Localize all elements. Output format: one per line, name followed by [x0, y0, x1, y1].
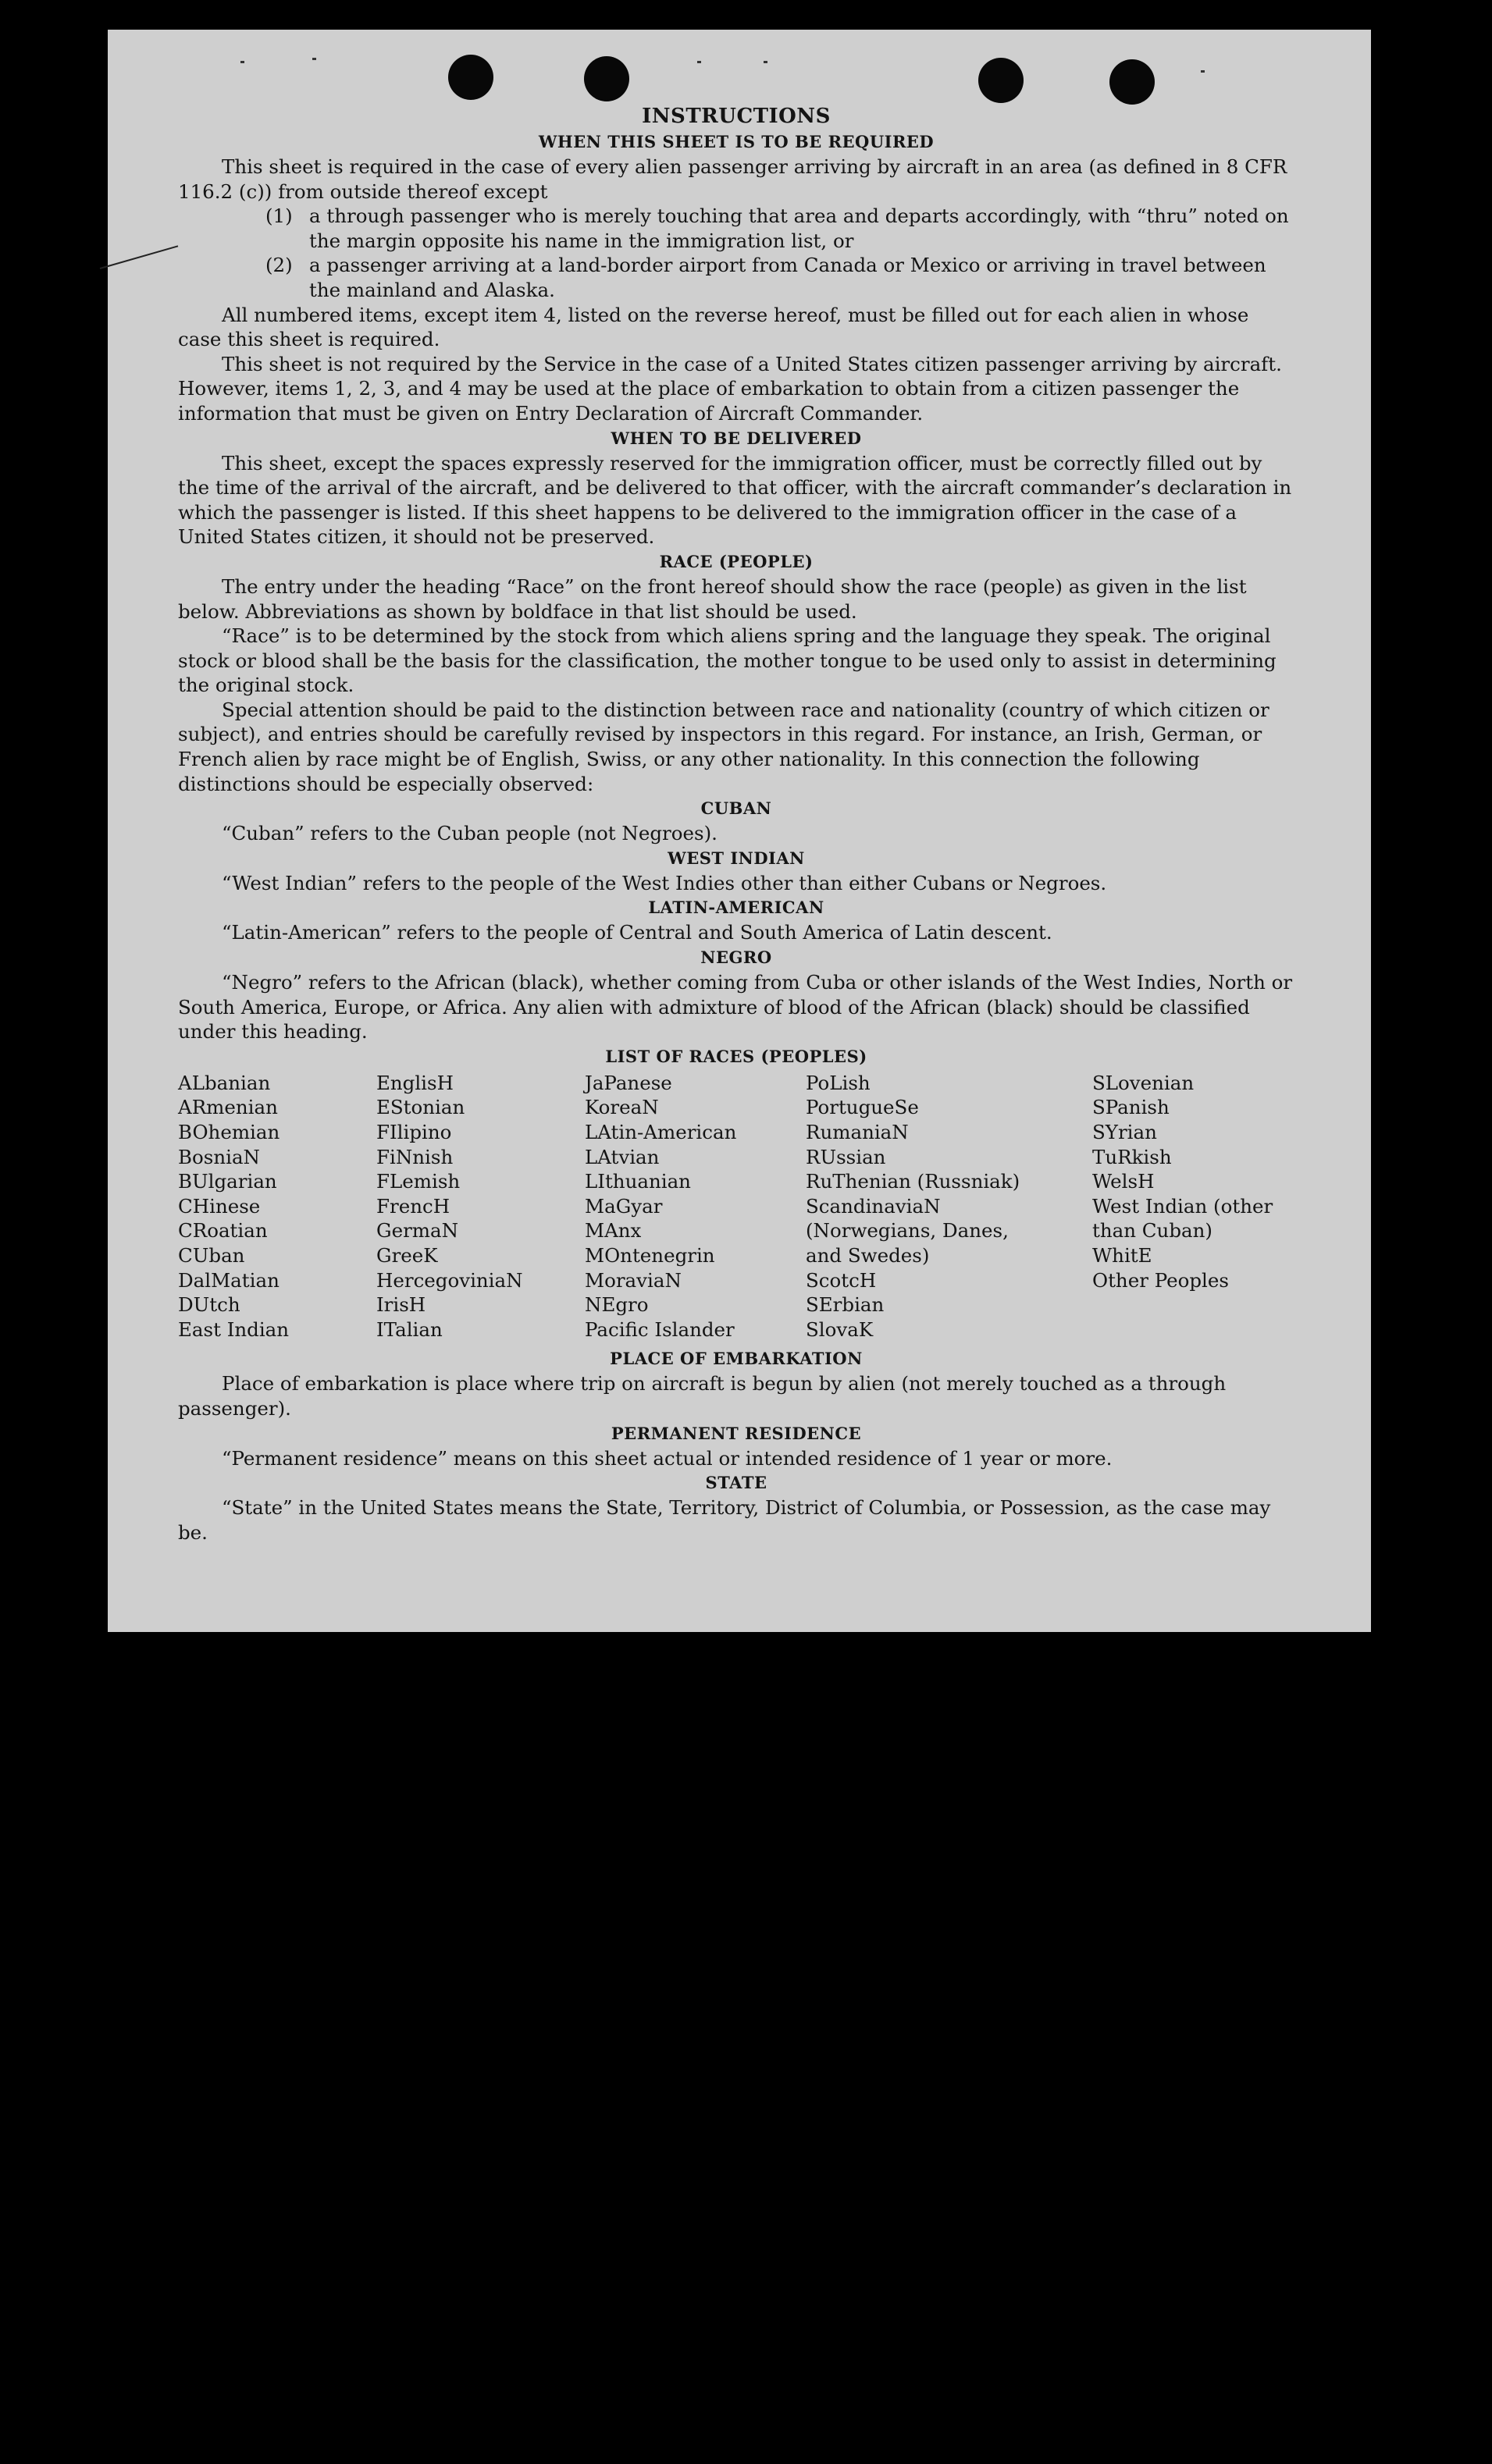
race-entry: SPanish [1092, 1096, 1170, 1119]
speck [1201, 70, 1205, 73]
race-entry: GreeK [376, 1243, 438, 1267]
paragraph: Special attention should be paid to the distinction between race and nationality (country of which citizen or subject), and entries should be carefully revised by inspectors in this regard. For instance, an Irish, German, or French alien by race might be of English, Swiss, or any other nationality. In this connection the following distinctions should be especially observed: [178, 698, 1269, 795]
race-list [178, 1071, 1294, 1342]
paragraph: The entry under the heading “Race” on the front hereof should show the race (people) as given in the list below. Abbreviations as shown by boldface in that list should be used. [178, 574, 1247, 623]
section-heading-cuban: CUBAN [700, 798, 772, 819]
race-entry: RUssian [806, 1145, 886, 1168]
race-entry: GermaN [376, 1219, 459, 1243]
race-entry: MaGyar [585, 1194, 663, 1218]
race-entry: BOhemian [178, 1121, 280, 1143]
race-entry: FrencH [376, 1194, 450, 1218]
punch-hole [448, 55, 493, 100]
race-entry: Other Peoples [1092, 1268, 1229, 1292]
numbered-item [178, 204, 1294, 253]
race-entry: DUtch [178, 1293, 240, 1317]
race-entry: BUlgarian [178, 1170, 277, 1193]
race-entry: MoraviaN [585, 1268, 682, 1292]
race-entry: WhitE [1092, 1243, 1152, 1267]
race-entry: MOntenegrin [585, 1243, 715, 1267]
race-entry: ScandinaviaN (Norwegians, Danes, and Swedes) [806, 1194, 1009, 1267]
race-entry: SYrian [1092, 1121, 1157, 1143]
item-number: (2) [265, 254, 293, 277]
race-column [806, 1071, 1092, 1342]
definition: “Negro” refers to the African (black), whether coming from Cuba or other islands of the West Indies, North or South America, Europe, or Africa. Any alien with admixture of blood of the African (black) should be classified under this heading. [178, 971, 1293, 1044]
section-heading-embarkation: PLACE OF EMBARKATION [610, 1349, 863, 1369]
item-text: a through passenger who is merely touching that area and departs accordingly, with “thru” noted on the margin opposite his name in the immigration list, or [309, 204, 1289, 252]
race-entry: JaPanese [585, 1071, 672, 1094]
race-entry: CRoatian [178, 1219, 268, 1243]
race-entry: DalMatian [178, 1268, 280, 1292]
punch-hole [1109, 59, 1155, 105]
race-entry: FIlipino [376, 1121, 452, 1143]
paragraph: “Permanent residence” means on this sheet actual or intended residence of 1 year or more. [222, 1446, 1113, 1470]
paragraph: This sheet is not required by the Service in the case of a United States citizen passenger arriving by aircraft. However, items 1, 2, 3, and 4 may be used at the place of embarkation to obtain from a citizen passenger the information that must be given on Entry Declaration of Aircraft Commander. [178, 352, 1282, 425]
section-heading-state: STATE [705, 1473, 767, 1493]
race-column [1092, 1071, 1294, 1342]
punch-hole [584, 56, 629, 101]
race-entry: IrisH [376, 1293, 426, 1317]
section-heading-race: RACE (PEOPLE) [659, 551, 814, 571]
race-entry: WelsH [1092, 1170, 1155, 1193]
race-entry: PoLish [806, 1071, 871, 1094]
race-entry: HercegoviniaN [376, 1268, 523, 1292]
race-entry: BosniaN [178, 1145, 260, 1168]
race-entry: SErbian [806, 1293, 885, 1317]
race-entry: East Indian [178, 1317, 290, 1341]
race-entry: Pacific Islander [585, 1317, 735, 1341]
paragraph: All numbered items, except item 4, listed on the reverse hereof, must be filled out for each alien in whose case this sheet is required. [178, 303, 1249, 351]
item-number: (1) [265, 204, 293, 228]
race-column [585, 1071, 806, 1342]
paragraph: This sheet, except the spaces expressly reserved for the immigration officer, must be correctly filled out by the time of the arrival of the aircraft, and be delivered to that officer, with the aircraft commander’s declaration in which the passenger is listed. If this sheet happens to be delivered to the immigration officer in the case of a United States citizen, it should not be preserved. [178, 451, 1292, 549]
race-entry: KoreaN [585, 1096, 659, 1119]
section-heading-negro: NEGRO [700, 948, 772, 968]
paragraph: “State” in the United States means the State, Territory, District of Columbia, or Possession, as the case may be. [178, 1496, 1271, 1544]
race-column [178, 1071, 376, 1342]
section-heading-latin-american: LATIN-AMERICAN [648, 898, 824, 918]
speck [240, 61, 244, 63]
punch-hole [978, 58, 1024, 103]
race-entry: ALbanian [178, 1071, 271, 1094]
definition: “Latin-American” refers to the people of Central and South America of Latin descent. [222, 921, 1052, 944]
race-entry: SlovaK [806, 1317, 874, 1341]
paragraph: Place of embarkation is place where trip on aircraft is begun by alien (not merely touched as a through passenger). [178, 1372, 1227, 1420]
paragraph: “Race” is to be determined by the stock from which aliens spring and the language they speak. The original stock or blood shall be the basis for the classification, the mother tongue to be used only to assist in determining the original stock. [178, 624, 1277, 697]
race-entry: EnglisH [376, 1071, 454, 1094]
race-entry: CUban [178, 1243, 245, 1267]
race-entry: ScotcH [806, 1268, 877, 1292]
race-entry: West Indian (other than Cuban) [1092, 1194, 1273, 1243]
race-entry: PortugueSe [806, 1096, 919, 1119]
race-entry: EStonian [376, 1096, 465, 1119]
speck [312, 58, 316, 60]
race-entry: FLemish [376, 1170, 461, 1193]
race-entry: LIthuanian [585, 1170, 691, 1193]
item-text: a passenger arriving at a land-border airport from Canada or Mexico or arriving in travel between the mainland and Alaska. [309, 254, 1266, 301]
race-entry: SLovenian [1092, 1071, 1195, 1094]
document-sheet [108, 30, 1371, 1632]
race-entry: TuRkish [1092, 1145, 1172, 1168]
definition: “Cuban” refers to the Cuban people (not Negroes). [222, 822, 718, 845]
section-heading-residence: PERMANENT RESIDENCE [611, 1423, 862, 1443]
paragraph: This sheet is required in the case of every alien passenger arriving by aircraft in an area (as defined in 8 CFR 116.2 (c)) from outside thereof except [178, 155, 1287, 203]
section-heading-when-required: WHEN THIS SHEET IS TO BE REQUIRED [538, 132, 935, 151]
race-entry: MAnx [585, 1219, 642, 1243]
section-heading-west-indian: WEST INDIAN [668, 848, 805, 868]
race-entry: LAtvian [585, 1145, 660, 1168]
race-entry: LAtin-American [585, 1121, 737, 1143]
race-entry: FiNnish [376, 1145, 454, 1168]
speck [764, 61, 767, 63]
page-title: INSTRUCTIONS [642, 105, 831, 128]
race-entry: RumaniaN [806, 1121, 909, 1143]
numbered-item [178, 253, 1294, 302]
definition: “West Indian” refers to the people of the West Indies other than either Cubans or Negroes. [222, 871, 1107, 894]
race-entry: NEgro [585, 1293, 649, 1317]
race-entry: ITalian [376, 1317, 443, 1341]
race-column [376, 1071, 585, 1342]
race-entry: ARmenian [178, 1096, 278, 1119]
section-heading-when-delivered: WHEN TO BE DELIVERED [611, 428, 862, 448]
pen-mark [100, 245, 179, 269]
instructions-body [178, 103, 1294, 1545]
race-entry: RuThenian (Russniak) [806, 1170, 1020, 1193]
race-entry: CHinese [178, 1194, 261, 1218]
speck [697, 61, 701, 63]
section-heading-list-of-races: LIST OF RACES (PEOPLES) [605, 1046, 867, 1066]
